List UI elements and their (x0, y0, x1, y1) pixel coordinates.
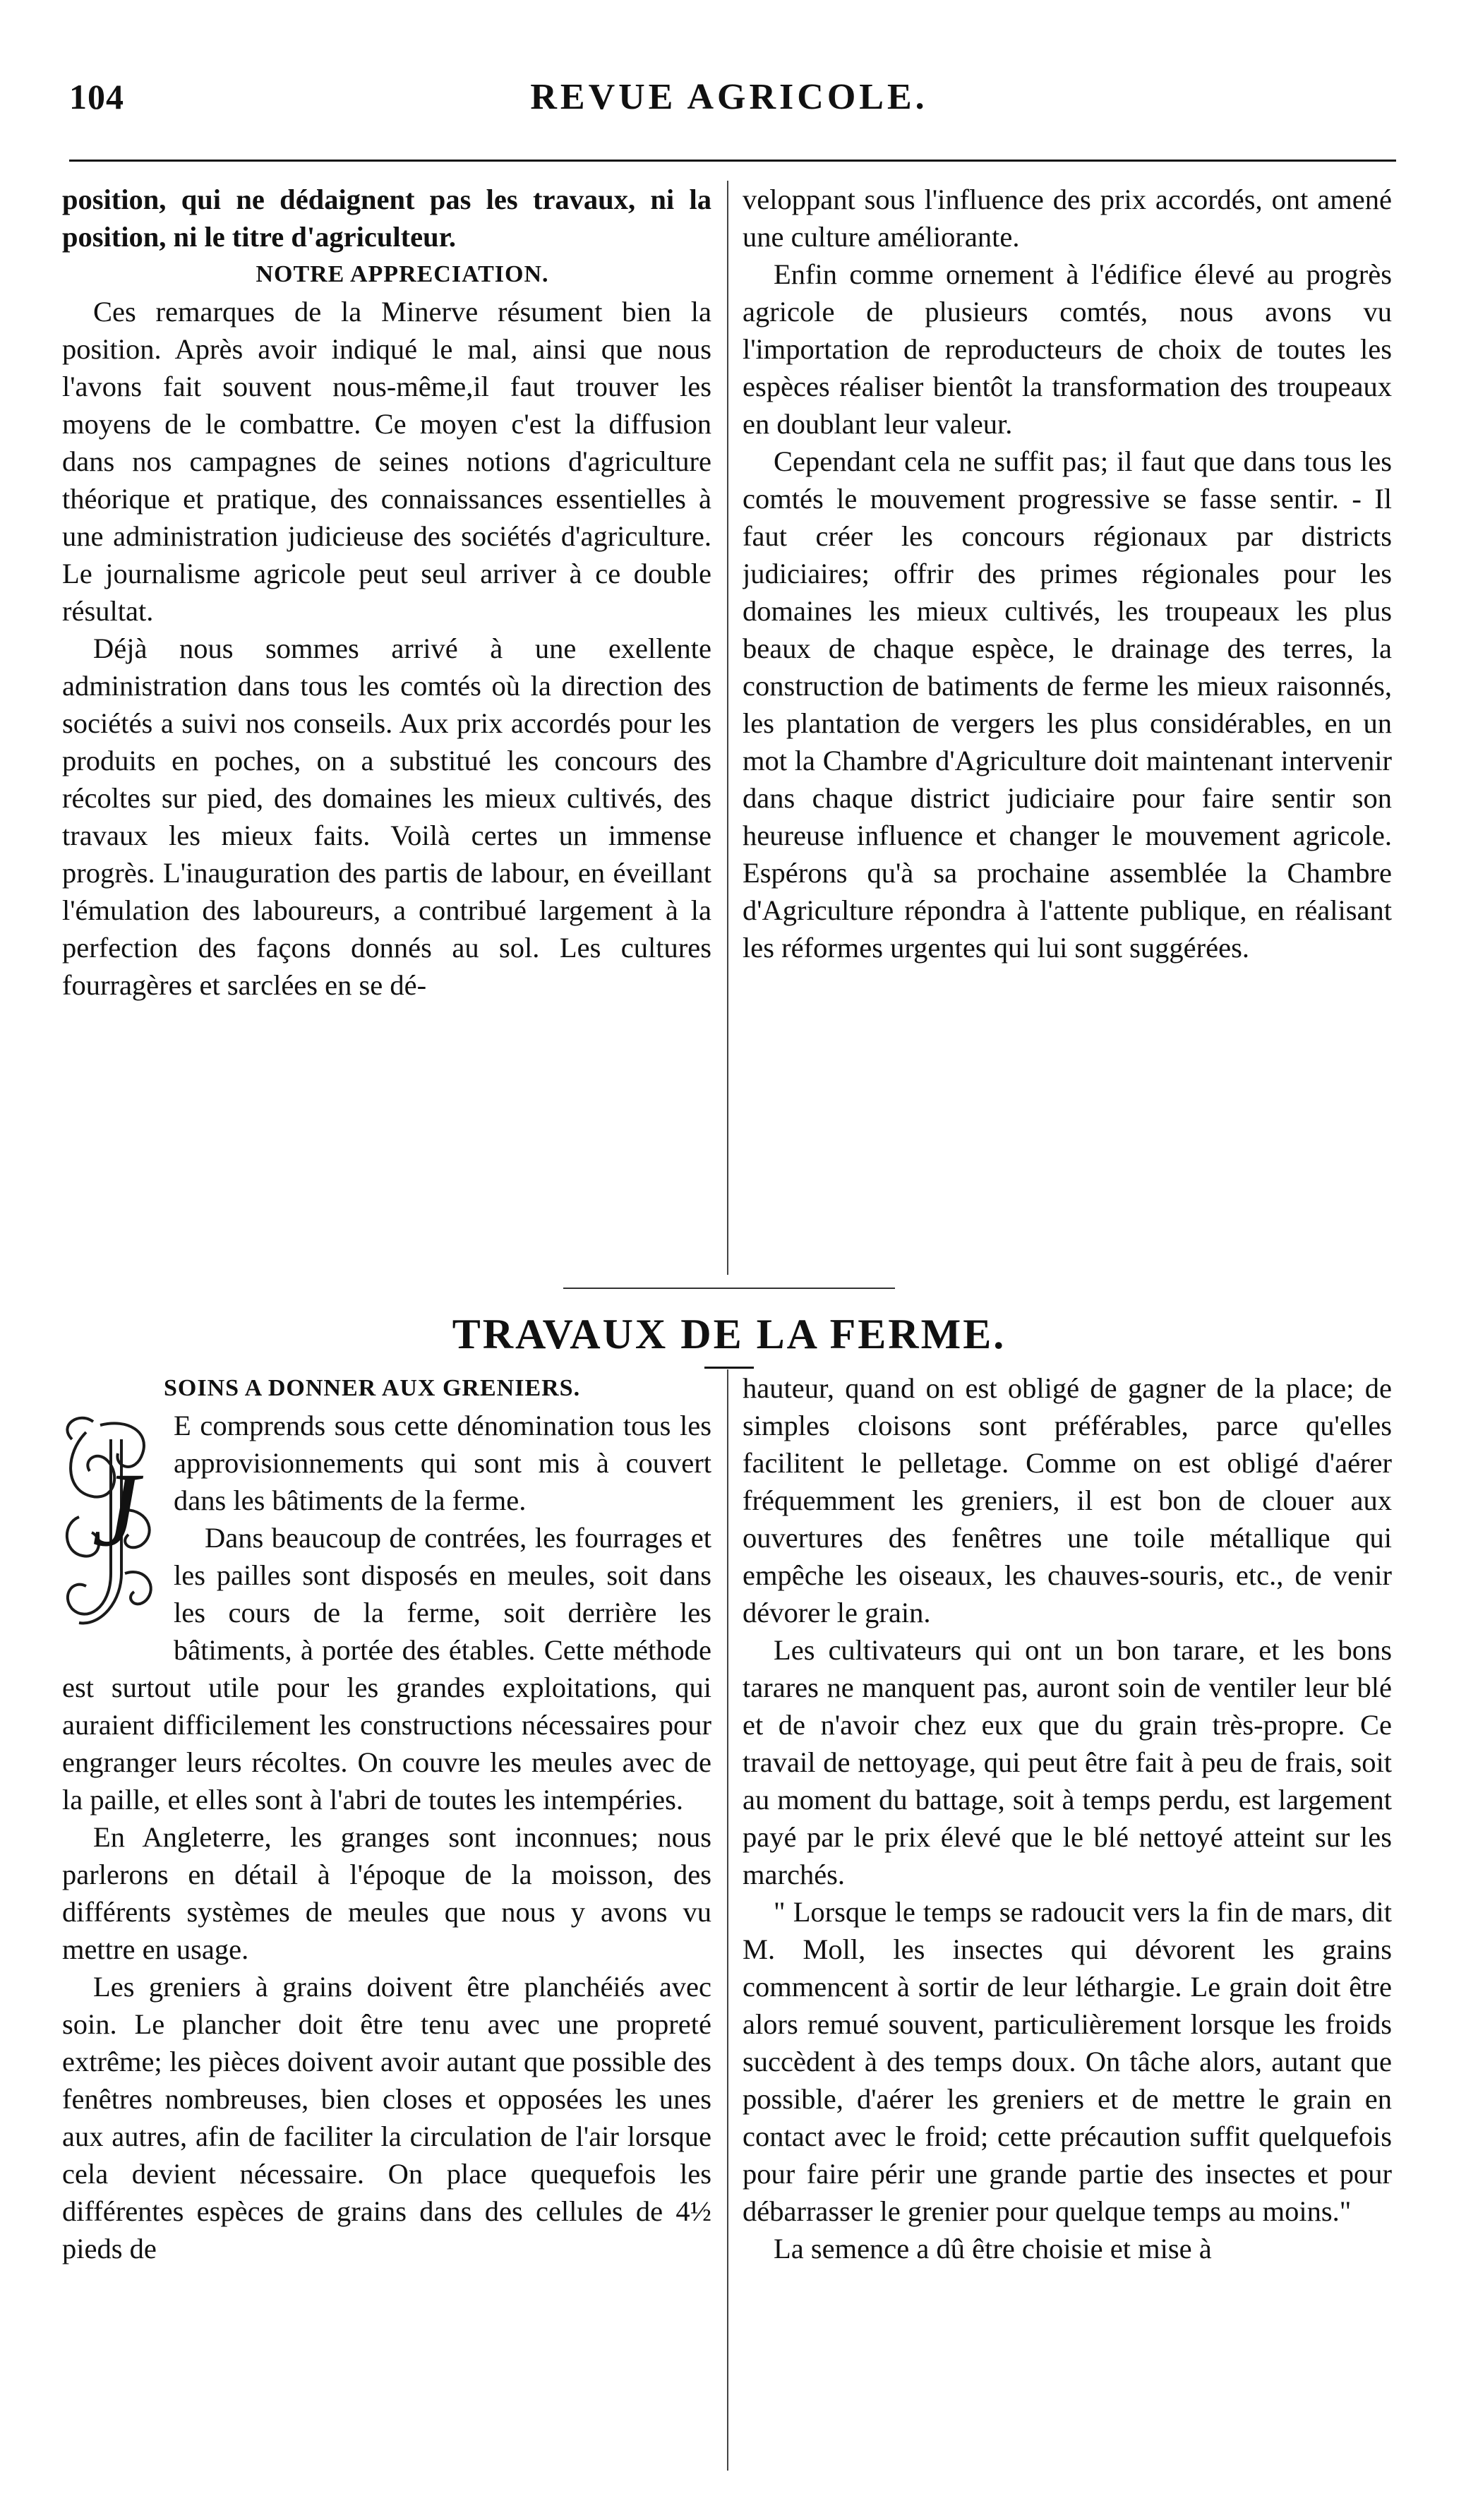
running-title: REVUE AGRICOLE. (530, 77, 928, 117)
paragraph: La semence a dû être choisie et mise à (774, 2233, 1212, 2264)
paragraph: hauteur, quand on est obligé de gagner de la place; de simples cloisons sont préférables, parce qu'elles facilitent le pelletage. Comme on est obligé d'aérer fréquemment les greniers, il est bon de clouer aux ouvertures des fenêtres une toile métallique qui empêche les oiseaux, les chauves-souris, etc., de venir dévorer le grain. (743, 1372, 1392, 1628)
right-column-bottom (743, 1369, 1392, 2267)
right-column-top (743, 181, 1392, 966)
page-number: 104 (69, 77, 124, 116)
section-separator (563, 1288, 895, 1289)
page (62, 76, 1396, 2476)
column-divider (727, 181, 728, 1275)
paragraph: Dans beaucoup de contrées, les fourrages et les pailles sont disposés en meules, soit dans les cours de la ferme, soit derrière les bâtiments, à portée des étables. Cette méthode est surtout utile pour les grandes exploitations, qui auraient difficilement les constructions nécessaires pour engranger leurs récoltes. On couvre les meules avec de la paille, et elles sont à l'abri de toutes les intempéries. (62, 1522, 711, 1816)
paragraph: Enfin comme ornement à l'édifice élevé au progrès agricole de plusieurs comtés, nous avons vu l'importation de reproducteurs de choix de toutes les espèces réaliser bientôt la transformation des troupeaux en doublant leur valeur. (743, 258, 1392, 440)
column-divider (727, 1369, 728, 2471)
article-continuation (62, 181, 1396, 1275)
paragraph: Cependant cela ne suffit pas; il faut que dans tous les comtés le mouvement progressive se fasse sentir. - Il faut créer les concours régionaux par districts judiciaires; offrir des primes régionales pour les domaines les mieux cultivés, les troupeaux les plus beaux de chaque espèce, le drainage des terres, la construction de batiments de ferme les mieux raisonnés, les plantation de vergers les plus considérables, en un mot la Chambre d'Agriculture doit maintenant intervenir dans chaque district judiciaire pour faire sentir son heureuse influence et changer le mouvement agricole. Espérons qu'à sa prochaine assemblée la Chambre d'Agriculture répondra à l'attente publique, en réalisant les réformes urgentes qui lui sont suggérées. (743, 445, 1392, 964)
dropcap-letter: J (92, 1451, 140, 1568)
paragraph: Les greniers à grains doivent être planchéiés avec soin. Le plancher doit être tenu avec une propreté extrême; les pièces doivent avoir autant que possible des fenêtres nombreuses, bien closes et opposées les unes aux autres, afin de faciliter la circulation de l'air lorsque cela devient nécessaire. On place quequefois les différentes espèces de grains dans des cellules de 4½ pieds de (62, 1971, 711, 2264)
paragraph: E comprends sous cette dénomination tous les approvisionnements qui sont mis à couvert dans les bâtiments de la ferme. (174, 1410, 711, 1516)
paragraph: En Angleterre, les granges sont inconnues; nous parlerons en détail à l'époque de la moisson, des différents systèmes de meules que nous y avons vu mettre en usage. (62, 1821, 711, 1965)
left-column-bottom (62, 1369, 711, 2267)
article-travaux (62, 1369, 1396, 2471)
page-header (62, 76, 1396, 140)
paragraph: veloppant sous l'influence des prix accordés, ont amené une culture améliorante. (743, 184, 1392, 253)
paragraph: Ces remarques de la Minerve résument bien la position. Après avoir indiqué le mal, ainsi que nous l'avons fait souvent nous-même,il faut trouver les moyens de le combattre. Ce moyen c'est la diffusion dans nos campagnes de seines notions d'agriculture théorique et pratique, des connaissances essentielles à une administration judicieuse des sociétés d'agriculture. Le journalisme agricole peut seul arriver à ce double résultat. (62, 296, 711, 627)
header-rule (69, 160, 1396, 162)
subheading-greniers: SOINS A DONNER AUX GRENIERS. (164, 1375, 581, 1401)
ornamental-dropcap (62, 1411, 164, 1636)
paragraph: " Lorsque le temps se radoucit vers la fin de mars, dit M. Moll, les insectes qui dévorent les grains commencent à sortir de leur léthargie. Le grain doit être alors remué souvent, particulièrement lorsque les froids succèdent à des temps doux. On tâche alors, autant que possible, d'aérer les greniers et de mettre le grain en contact avec le froid; cette précaution suffit quelquefois pour faire périr une grande partie des insectes et pour débarrasser le grenier pour quelque temps au moins." (743, 1896, 1392, 2227)
title-underline (704, 1367, 754, 1369)
paragraph: Déjà nous sommes arrivé à une exellente administration dans tous les comtés où la direction des sociétés a suivi nos conseils. Aux prix accordés pour les produits en poches, on a substitué les concours des récoltes sur pied, des domaines les mieux cultivés, des travaux les mieux faits. Voilà certes un immense progrès. L'inauguration des partis de labour, en éveillant l'émulation des laboureurs, a contribué largement à la perfection des façons donnés au sol. Les cultures fourragères et sarclées en se dé- (62, 632, 711, 1001)
subheading-appreciation: NOTRE APPRECIATION. (256, 261, 549, 287)
paragraph: Les cultivateurs qui ont un bon tarare, et les bons tarares ne manquent pas, auront soin de ventiler leur blé et de n'avoir chez eux que du grain très-propre. Ce travail de nettoyage, qui peut être fait à peu de frais, soit au moment du battage, soit à temps perdu, est largement payé par le prix élevé que le blé nettoyé atteint sur les marchés. (743, 1634, 1392, 1890)
dropcap-ornament (62, 1411, 164, 1636)
section-title: TRAVAUX DE LA FERME. (452, 1311, 1007, 1357)
paragraph: position, qui ne dédaignent pas les travaux, ni la position, ni le titre d'agriculteur. (62, 184, 711, 253)
left-column-top (62, 181, 711, 1004)
